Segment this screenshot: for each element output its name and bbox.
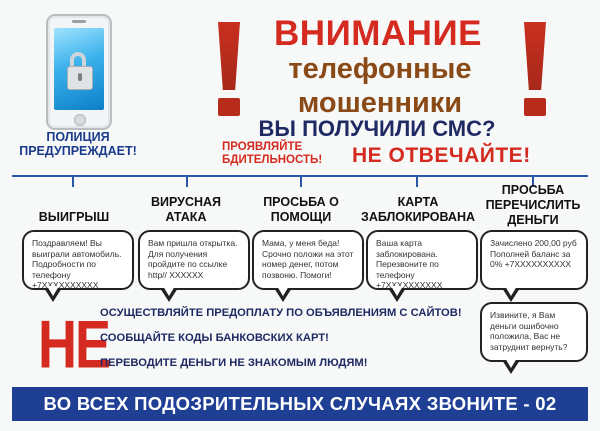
headline-phone: телефонные [288, 53, 472, 85]
ne-line-prepayment: ОСУЩЕСТВЛЯЙТЕ ПРЕДОПЛАТУ ПО ОБЪЯВЛЕНИЯМ С САЙТОВ! [100, 307, 462, 319]
footer-call-02: ВО ВСЕХ ПОДОЗРИТЕЛЬНЫХ СЛУЧАЯХ ЗВОНИТЕ - 02 [12, 387, 588, 421]
phone-speaker [72, 20, 86, 23]
ne-big-text: НЕ [38, 307, 110, 383]
headline-attention: ВНИМАНИЕ [274, 14, 482, 53]
category-transfer: ПРОСЬБА ПЕРЕЧИСЛИТЬ ДЕНЬГИ [485, 183, 581, 227]
sms-text: Мама, у меня беда! Срочно положи на этот номер денег, потом позвоню. Помоги! [262, 238, 354, 280]
sms-bubble [252, 230, 364, 290]
sms-bubble [366, 230, 478, 290]
sms-text: Вам пришла открытка. Для получения пройдите по ссылке http// XXXXXX [148, 238, 238, 280]
sms-text: Извините, я Вам деньги ошибочно положила, Вас не затруднит вернуть? [490, 310, 568, 352]
category-help: ПРОСЬБА О ПОМОЩИ [263, 195, 339, 224]
sms-text: Поздравляем! Вы выиграли автомобиль. Подробности по телефону +7XXXXXXXXXX [32, 238, 122, 290]
headline-fraudsters: мошенники [297, 87, 463, 119]
sms-bubble [138, 230, 250, 290]
sms-bubble [480, 230, 588, 290]
police-warns-text: ПОЛИЦИЯ ПРЕДУПРЕЖДАЕТ! [19, 130, 137, 158]
exclamation-right-icon [524, 22, 546, 116]
ne-line-card-codes: СООБЩАЙТЕ КОДЫ БАНКОВСКИХ КАРТ! [100, 332, 329, 344]
be-vigilant-text: ПРОЯВЛЯЙТЕ БДИТЕЛЬНОСТЬ! [222, 141, 323, 166]
category-win: ВЫИГРЫШ [38, 210, 110, 224]
phone-home-button [74, 114, 86, 126]
ne-line-transfer-money: ПЕРЕВОДИТЕ ДЕНЬГИ НЕ ЗНАКОМЫМ ЛЮДЯМ! [100, 357, 368, 369]
sms-text: Ваша карта заблокирована. Перезвоните по телефону +7XXXXXXXXXX [376, 238, 443, 290]
category-card-blocked: КАРТА ЗАБЛОКИРОВАНА [360, 195, 476, 224]
exclamation-left-icon [218, 22, 240, 116]
do-not-answer-text: НЕ ОТВЕЧАЙТЕ! [352, 144, 531, 167]
phone-screen [54, 28, 104, 110]
sms-bubble [22, 230, 134, 290]
phone-illustration [46, 14, 112, 130]
lock-body [67, 66, 93, 90]
question-sms: ВЫ ПОЛУЧИЛИ СМС? [258, 116, 496, 141]
sms-bubble-apology [480, 302, 588, 362]
category-virus: ВИРУСНАЯ АТАКА [150, 195, 222, 224]
sms-text: Зачислено 200,00 руб Пополней баланс за 0% +7XXXXXXXXXX [490, 238, 577, 269]
